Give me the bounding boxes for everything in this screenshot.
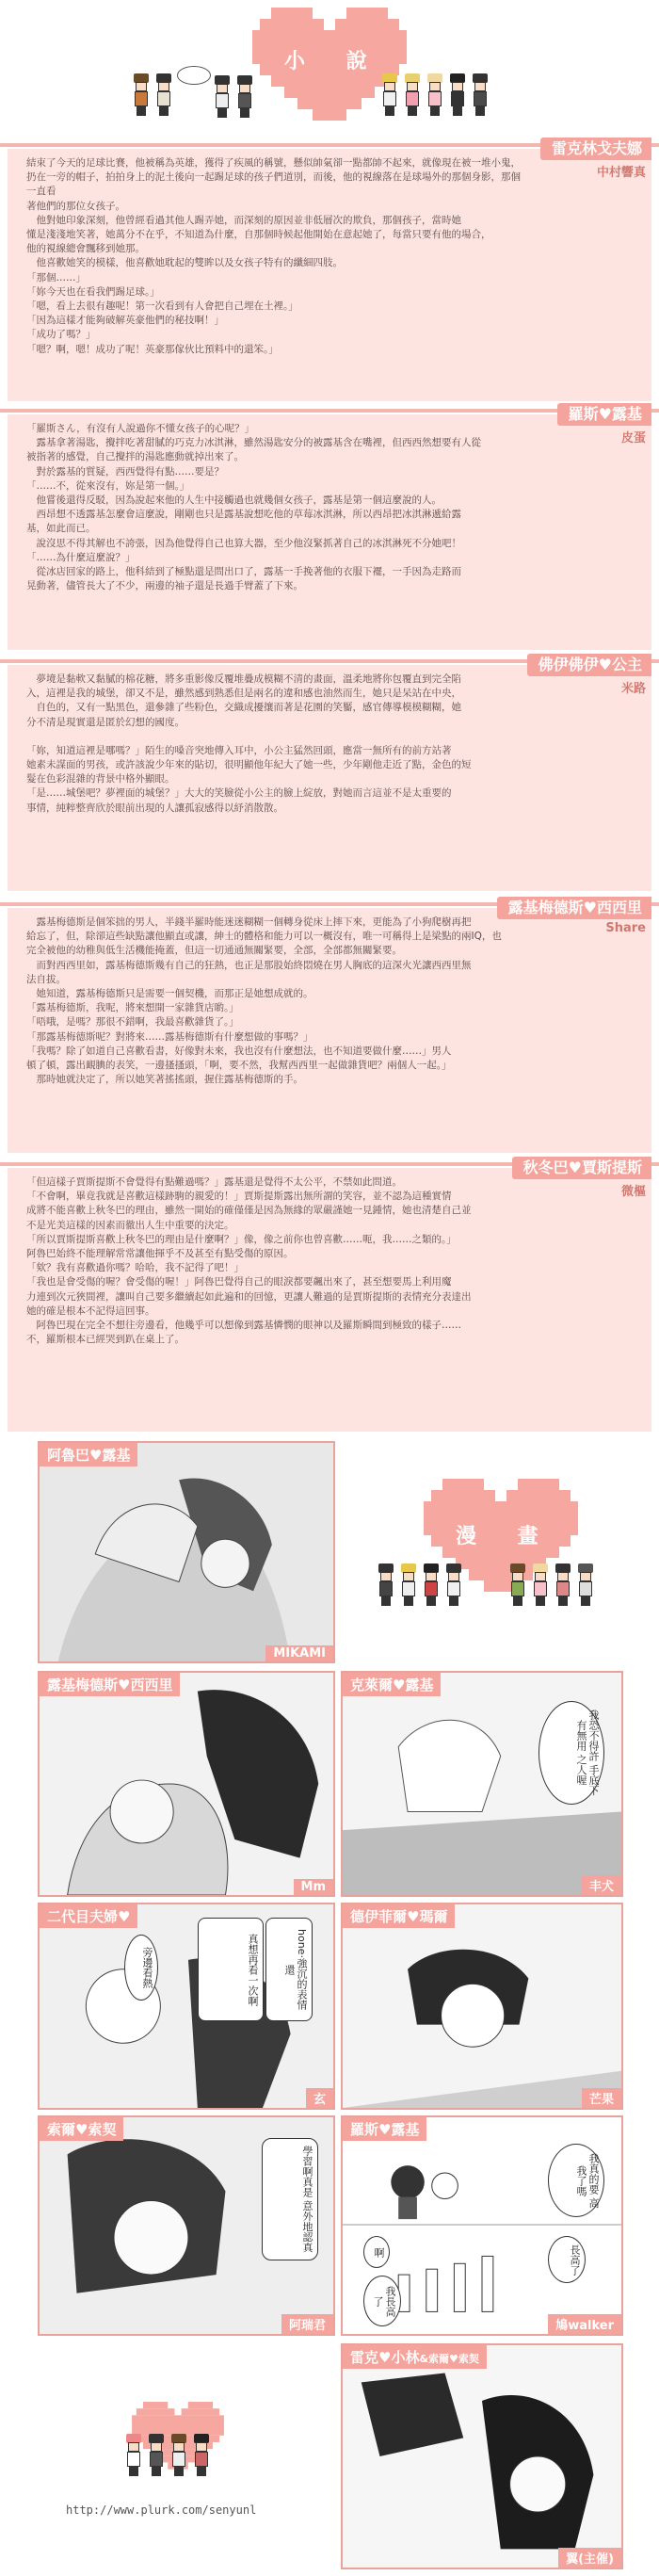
panel-label [343, 2345, 487, 2369]
paragraph: 「唔哦，是嗎？那很不錯啊，我最喜歡雜貨了。」 [26, 1016, 239, 1029]
paragraph: 「……為什麼這麼說？」 [26, 551, 136, 563]
paragraph: 髮在色彩混雜的背景中格外顯眼。 [26, 773, 175, 786]
paragraph: 「是……城堡吧？夢裡面的城堡？」大大的笑臉從小公主的臉上綻放，對她而言這並不是太重要的 [26, 787, 452, 800]
bubble-text: 真想再看一次啊 [247, 1933, 259, 2006]
paragraph: 那時她就決定了，所以她笑著搖搖頭，握住露基梅德斯的手。 [26, 1074, 303, 1086]
paragraph: 「我也是會受傷的喔？會受傷的喔！」阿魯巴覺得自己的眼淚都要飆出來了，甚至想要馬上利用魔 [26, 1276, 452, 1288]
comic-panel-rake-kobayashi[interactable] [341, 2343, 623, 2569]
chibi-sprite [192, 2434, 211, 2477]
paragraph: 「那個……」 [26, 271, 86, 284]
section-caption: 露基梅德斯♥西西里 [497, 897, 651, 919]
section-caption: 佛伊佛伊♥公主 [527, 654, 651, 676]
speech-bubble [363, 2276, 401, 2326]
paragraph: 「露基梅德斯，我呢，將來想開一家雜貨店喲。」 [26, 1002, 239, 1014]
paragraph: 事情，純粹整齊欣於眼前出現的人讓孤寂感得以紓消散散。 [26, 802, 283, 814]
paragraph: 「嗯？啊，嗯！成功了呢！英豪那傢伙比預料中的還笨。」 [26, 343, 279, 355]
paragraph: 結束了今天的足球比賽，他被稱為英雄，獲得了疾風的稱號，懸似帥氣卻一點都帥不起來，就像現在被一堆小鬼， [26, 157, 521, 169]
paragraph: 「但這樣子賈斯提斯不會覺得有點難過嗎？」露基還是覺得不太公平，不禁如此問道。 [26, 1176, 402, 1188]
novel-section-4 [0, 897, 659, 1153]
paragraph: 著他們的那位女孩子。 [26, 200, 125, 212]
panel-artist: 丰犬 [582, 1875, 621, 1895]
panel-artist: 芒果 [582, 2088, 621, 2108]
panel-artist: 玄 [306, 2088, 333, 2108]
chibi-sprite [471, 73, 490, 117]
paragraph: 露基拿著湯匙，攪拌吃著甜膩的巧克力冰淇淋，雖然湯匙安分的被露基含在嘴裡，但西西然想要有人從 [26, 437, 481, 449]
paragraph: 成將不能喜歡上秋冬巴的理由，雖然一開始的確僅僅是因為無緣的眾嚴謹她一見鍾情，她也清楚自己並 [26, 1205, 472, 1217]
panel-artist: 翼(主催) [558, 2548, 621, 2568]
panel-label-secondary: &索爾♥索契 [419, 2353, 479, 2365]
panel-artist: 鳩walker [548, 2314, 621, 2334]
novel-header [0, 0, 659, 132]
comic-header [358, 1469, 640, 1639]
speech-bubble [363, 2236, 390, 2268]
speech-bubble [124, 1935, 158, 2001]
speech-bubble [262, 2138, 318, 2260]
chibi-sprite [235, 75, 254, 119]
chibi-sprite [147, 2434, 166, 2477]
chibi-sprite [399, 1563, 418, 1607]
paragraph: 「不會啊，畢竟我就是喜歡這樣跡駒的親愛的！」賈斯提斯露出無所謂的笑容，並不認為這種實情 [26, 1191, 452, 1203]
section-body [26, 672, 525, 816]
paragraph: 法自拔。 [26, 973, 66, 985]
speech-bubble [265, 1918, 313, 2021]
section-body [26, 156, 525, 357]
chibi-sprite [132, 73, 151, 117]
section-caption: 羅斯♥露基 [557, 403, 651, 426]
paragraph: 「妳，知道這裡是哪嗎？」陌生的嗓音突地傳入耳中，小公主猛然回頭，應當一無所有的前方站著 [26, 744, 452, 756]
paragraph: 露基梅德斯是個笨拙的男人，半錢半羅時能迷迷糊糊一個轉身從床上摔下來，更能為了小狗爬樹再把 [26, 916, 472, 928]
bubble-text: 我恐不得許 [587, 1709, 600, 1762]
paragraph: 不，羅斯根本已經哭到趴在桌上了。 [26, 1334, 185, 1346]
bubble-text: 學習啊真是 [301, 2146, 313, 2198]
paragraph: 「所以賈斯提斯喜歡上秋冬巴的理由是什麼啊？」像，像之前你也曾喜歡……呃，我……之類的。」 [26, 1233, 457, 1245]
chibi-sprite [124, 2434, 143, 2477]
paragraph: 阿魯巴始終不能理解常常讓他揮乎不及甚至有點受傷的原因。 [26, 1248, 294, 1260]
bubble-text: 之人喔 [575, 1754, 587, 1786]
comic-panel-claire-ruki[interactable] [341, 1671, 623, 1897]
panel-label: 阿魯巴♥露基 [40, 1443, 137, 1466]
section-author: 中村響真 [596, 166, 646, 180]
paragraph: 頓了頓，露出靦腆的表笑，一邊搔搔頭，「啊，要不然，我幫西西里一起做雜貨吧？兩個人一起。」 [26, 1060, 452, 1072]
paragraph: 「欸？我有喜歡過你嗎？哈哈，我不記得了吧！」 [26, 1262, 244, 1274]
novel-section-5 [0, 1157, 659, 1435]
bubble-text: 手底下有無用 [575, 1720, 600, 1796]
paragraph: 「因為這樣才能夠破解英豪他們的秘技啊！」 [26, 315, 224, 327]
paragraph: 懂是淺淺地笑著，她萬分不在乎，不知道為什麼，自那個時候起他開始在意起她了，每當只要有他的場合， [26, 229, 491, 241]
chibi-sprite [154, 73, 173, 117]
paragraph: 完全被他的幼稚與低生活機能掩蓋，但這一切通通無關緊要，全部，全部都無關緊要。 [26, 945, 402, 957]
paragraph: 入，這裡是我的城堡，卻又不是，雖然感到熟悉但是兩名的違和感也油然而生，她只是呆站在中央， [26, 688, 461, 700]
section-caption: 秋冬巴♥賈斯提斯 [512, 1157, 651, 1179]
bubble-text: 旁邊看熱 [141, 1947, 153, 1988]
paragraph: 「那露基梅德斯呢？對將來……露基梅德斯有什麼想做的事嗎？」 [26, 1030, 313, 1043]
chibi-sprite [377, 1563, 395, 1607]
section-author: 皮蛋 [620, 431, 646, 446]
panel-label-main: 雷克♥小林 [350, 2349, 420, 2366]
chibi-sprite [531, 1563, 550, 1607]
section-author: 米路 [620, 682, 646, 696]
panel-label: 德伊菲爾♥瑪爾 [343, 1904, 455, 1928]
novel-section-1 [0, 138, 659, 401]
bubble-text: 我真的要 [587, 2152, 600, 2195]
paragraph: 從冰店回家的路上，他科結到了極點還是問出口了，露基一手挽著他的衣服下襬，一手因為走路而 [26, 566, 461, 578]
paragraph: 基，如此而已。 [26, 523, 96, 535]
page-title: 小 說 [284, 50, 384, 73]
paragraph: 自色的，又有一點黑色，還參雜了些粉色，交織成擾攘而著是花園的笑靨，感官傳導模模糊糊，她 [26, 702, 461, 714]
bubble-text: 長高了 [569, 2244, 581, 2276]
comic-panel-dephiel-marl[interactable] [341, 1903, 623, 2110]
chibi-sprite [213, 75, 232, 119]
footer-sprites [104, 2402, 254, 2487]
panel-artist: MIKAMI [265, 1645, 333, 1661]
chibi-sprite [576, 1563, 595, 1607]
paragraph: 說沒思不得其解也不誇張，因為他覺得自己也算大器，至少他沒緊抓著自己的冰淇淋死不分她吧！ [26, 537, 461, 549]
paragraph: 「妳今天也在看我們踢足球。」 [26, 285, 160, 298]
chibi-sprite [508, 1563, 527, 1607]
panel-label: 羅斯♥露基 [343, 2117, 426, 2141]
speech-bubble [548, 2144, 604, 2217]
novel-section-3 [0, 654, 659, 891]
section-body [26, 1175, 525, 1347]
panel-artist: 阿瑞君 [281, 2314, 333, 2334]
comic-panel-nidaime[interactable] [38, 1903, 335, 2110]
plurk-link[interactable]: http://www.plurk.com/senyunl [66, 2503, 257, 2517]
manga-art [40, 1443, 333, 1661]
paragraph: 力連到次元狹間裡，讓叫自己要多繼續起如此遍和的回憶，更讓人難過的是賈斯提斯的表情充分表達出 [26, 1290, 472, 1303]
chibi-sprite [169, 2434, 188, 2477]
paragraph: 夢境是黏軟又黏膩的棉花糖，將多重影像反覆堆疊成模糊不清的畫面，溫柔地將你包覆直到完全陷 [26, 673, 461, 685]
paragraph: 「……不，從來沒有，妳是第一個。」 [26, 479, 190, 492]
speech-bubble [538, 1701, 604, 1805]
paragraph [26, 730, 525, 744]
section-body [26, 915, 525, 1087]
section-author: Share [605, 921, 646, 935]
manga-art [343, 1904, 621, 2108]
chibi-sprite [422, 1563, 441, 1607]
paragraph: 分不清是現實還是匿於幻想的國度。 [26, 716, 185, 728]
chibi-sprite [426, 73, 444, 117]
paragraph: 「嗯，看上去很有趣呢！第一次看到有人會把自己埋在土裡。」 [26, 300, 298, 313]
paragraph: 他對她印象深刻，他曾經看過其他人踢弄她，而深刻的原因並非低層次的欺負，那個孩子，當時她 [26, 214, 461, 226]
paragraph: 扔在一旁的帽子，拍拍身上的泥土後向一起踢足球的孩子們道別，而後，他的視線落在是球場外的那個身影，那個一直看 [26, 171, 521, 198]
paragraph: 阿魯巴現在完全不想往旁邊看，他幾乎可以想像到露基憐憫的眼神以及羅斯瞬間到極致的樣子…… [26, 1320, 461, 1332]
panel-label: 二代目夫婦♥ [40, 1904, 137, 1928]
paragraph: 他嘗後還得反駁，因為說起來他的人生中接觸過也就幾個女孩子，露基是第一個這麼說的人。 [26, 494, 442, 507]
paragraph: 他的視線總會飄移到她那。 [26, 243, 145, 255]
novel-section-2 [0, 403, 659, 650]
bubble-text: hone·強沉的表情還 [283, 1929, 308, 2010]
panel-label: 克萊爾♥露基 [343, 1673, 441, 1696]
comic-panel-rose-ruki[interactable] [341, 2115, 623, 2336]
panel-label: 索爾♥索契 [40, 2117, 123, 2141]
paragraph: 晃動著，儘管長大了不少，兩邊的袖子還是長過手臂蓋了下來。 [26, 580, 303, 592]
paragraph: 不是光美這樣的因素而徹出人生中重要的決定。 [26, 1219, 234, 1231]
paragraph: 給忘了，但，除卻這些缺點讓他顯直或讓，紳士的體格和能力可以一概沒有，唯一可稱得上是梁點的兩IQ，也 [26, 931, 502, 943]
paragraph: 「成功了嗎？」 [26, 329, 96, 341]
comic-title: 漫 畫 [456, 1525, 555, 1548]
speech-bubble [548, 2236, 586, 2283]
paragraph: 她的確是根本不記得這回事。 [26, 1304, 155, 1317]
panel-label: 露基梅德斯♥西西里 [40, 1673, 180, 1696]
chibi-sprite [380, 73, 399, 117]
paragraph: 「我嗎？除了如道自己喜歡看書，好像對未來，我也沒有什麼想法，也不知道要做什麼……」男人 [26, 1045, 452, 1057]
bubble-text: 意外地認真 [301, 2200, 313, 2253]
bubble-text: 我長高了 [372, 2285, 396, 2317]
paragraph: 她素未謀面的男孩，或許該說少年來的貼切，很明顯他年紀大了她一些，少年剛他走近了點，金色的短 [26, 759, 472, 771]
paragraph: 而對西西里如，露基梅德斯幾有自己的狂熱，也正是那股始終悶燒在男人胸底的這深火光讓西西里無 [26, 959, 472, 971]
paragraph: 「羅斯さん，有沒有人說過你不懂女孩子的心呢？」 [26, 423, 255, 434]
comic-panel-sol-sokei[interactable] [38, 2115, 335, 2336]
chibi-sprite [444, 1563, 463, 1607]
bubble-text: 啊 [373, 2246, 385, 2258]
speech-scribble [177, 66, 211, 85]
paragraph: 他喜歡她笑的模樣，他喜歡她耽起的雙眸以及女孩子特有的纖細四肢。 [26, 257, 343, 269]
chibi-sprite [554, 1563, 572, 1607]
bubble-text: 高我了嗎 [575, 2164, 600, 2209]
manga-art [40, 1673, 333, 1895]
paragraph: 西昂想不透露基怎麼會這麼說，剛剛也只是露基說想吃他的草莓冰淇淋，所以西昂把冰淇淋遞給露 [26, 509, 461, 521]
panel-artist: Mm [294, 1879, 333, 1895]
comic-panel-rukimedes-sicily[interactable] [38, 1671, 335, 1897]
chibi-sprite [403, 73, 422, 117]
manga-art [343, 2345, 621, 2568]
section-caption: 雷克林戈夫娜 [540, 138, 651, 160]
paragraph: 她知道，露基梅德斯只是需要一個契機，而那正是她想成就的。 [26, 988, 313, 1000]
paragraph: 對於露基的質疑，西西覺得有點……要是？ [26, 465, 224, 478]
comic-panel-arubar-ruki[interactable] [38, 1441, 335, 1663]
speech-bubble [198, 1918, 264, 2021]
paragraph: 被指著的感覺，自己攪拌的湯匙應動就掉出來了。 [26, 451, 244, 463]
section-body [26, 422, 525, 593]
chibi-sprite [448, 73, 467, 117]
section-author: 微樞 [620, 1185, 646, 1199]
